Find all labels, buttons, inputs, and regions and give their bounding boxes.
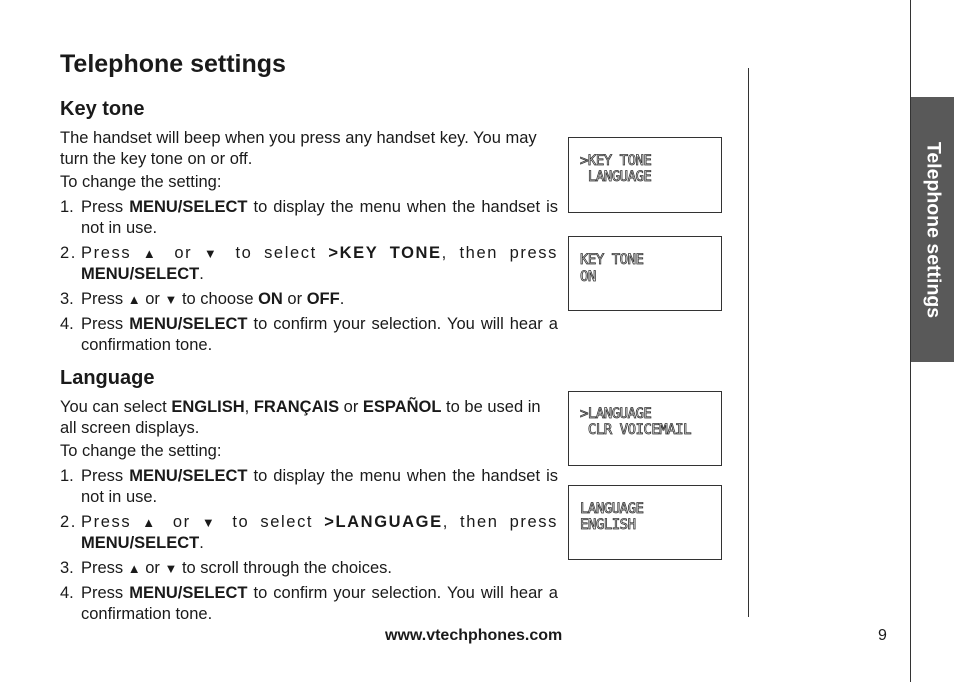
lcd-line-1: LANGUAGE	[580, 501, 644, 517]
up-arrow-icon: ▲	[127, 292, 141, 307]
page-title: Telephone settings	[60, 50, 286, 78]
lcd-line-2: ON	[580, 269, 596, 285]
down-arrow-icon: ▼	[201, 515, 222, 530]
lcd-screen-key-tone-menu	[568, 137, 722, 213]
up-arrow-icon: ▲	[142, 246, 163, 261]
language-steps	[60, 466, 558, 629]
key-tone-step-2: 2. Press ▲ or ▼ to select >KEY TONE, then press MENU/SELECT.	[60, 244, 558, 283]
lcd-screen-language-menu	[568, 391, 722, 466]
language-intro: You can select ENGLISH, FRANÇAIS or ESPAÑOL to be used in all screen displays.	[60, 398, 541, 437]
key-tone-step-1: 1. Press MENU/SELECT to display the menu when the handset is not in use.	[60, 198, 558, 237]
key-tone-intro: The handset will beep when you press any handset key. You may turn the key tone on or off.	[60, 129, 537, 168]
key-tone-instruction: To change the setting:	[60, 173, 222, 191]
up-arrow-icon: ▲	[127, 561, 141, 576]
footer-url: www.vtechphones.com	[385, 627, 563, 644]
key-tone-heading: Key tone	[60, 98, 145, 120]
side-section-tab	[911, 97, 954, 362]
key-tone-step-3: 3. Press ▲ or ▼ to choose ON or OFF.	[60, 290, 345, 308]
lcd-line-2: ENGLISH	[580, 517, 636, 533]
lcd-line-1: >KEY TONE	[580, 153, 652, 169]
up-arrow-icon: ▲	[142, 515, 162, 530]
lcd-screen-language-english	[568, 485, 722, 560]
lcd-line-2: LANGUAGE	[580, 169, 652, 185]
down-arrow-icon: ▼	[203, 246, 224, 261]
lcd-line-2: CLR VOICEMAIL	[580, 422, 692, 438]
language-step-3: 3. Press ▲ or ▼ to scroll through the choices.	[60, 559, 392, 577]
key-tone-step-4: 4. Press MENU/SELECT to confirm your selection. You will hear a confirmation tone.	[60, 315, 558, 354]
column-divider	[748, 68, 749, 617]
language-step-4: 4. Press MENU/SELECT to confirm your selection. You will hear a confirmation tone.	[60, 584, 558, 623]
lcd-line-1: KEY TONE	[580, 252, 644, 268]
lcd-line-1: >LANGUAGE	[580, 406, 652, 422]
side-tab-label: Telephone settings	[922, 141, 944, 318]
key-tone-steps	[60, 197, 558, 360]
down-arrow-icon: ▼	[164, 292, 178, 307]
language-step-2: 2. Press ▲ or ▼ to select >LANGUAGE, then press MENU/SELECT.	[60, 513, 558, 552]
language-heading: Language	[60, 367, 155, 389]
language-step-1: 1. Press MENU/SELECT to display the menu when the handset is not in use.	[60, 467, 558, 506]
down-arrow-icon: ▼	[164, 561, 178, 576]
page-number: 9	[878, 627, 887, 644]
language-instruction: To change the setting:	[60, 442, 222, 460]
lcd-screen-key-tone-on	[568, 236, 722, 311]
